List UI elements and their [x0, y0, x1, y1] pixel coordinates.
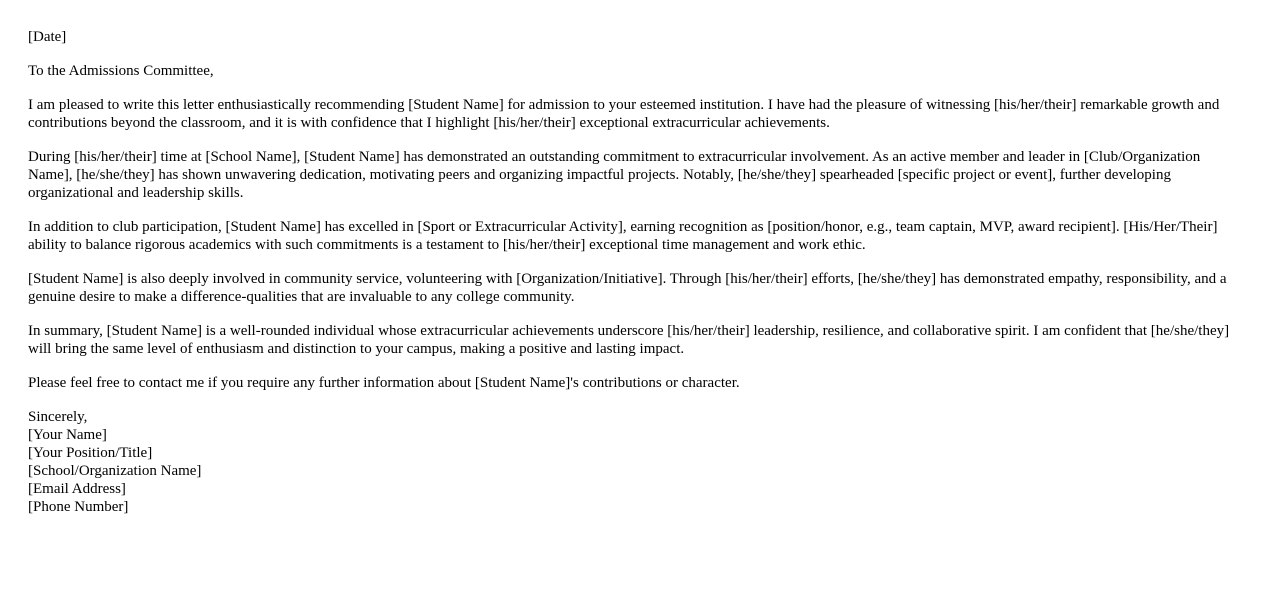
- letter-paragraph-sports: In addition to club participation, [Student Name] has excelled in [Sport or Extracurricular Activity], earning recognition as [position/honor, e.g., team captain, MVP, award recipient]. [His/Her/Their] ability to balance rigorous academics with such commitments is a testament to [his/her/their] exceptional time management and work ethic.: [28, 219, 1218, 253]
- signature-name: [Your Name]: [28, 427, 107, 443]
- letter-paragraph-clubs: During [his/her/their] time at [School Name], [Student Name] has demonstrated an outstanding commitment to extracurricular involvement. As an active member and leader in [Club/Organization Name], [he/she/they] has shown unwavering dedication, motivating peers and organizing impactful projects. Notably, [he/she/they] spearheaded [specific project or event], further developing organizational and leadership skills.: [28, 149, 1201, 201]
- signature-phone: [Phone Number]: [28, 499, 129, 515]
- letter-paragraph-community: [Student Name] is also deeply involved in community service, volunteering with [Organization/Initiative]. Through [his/her/their] efforts, [he/she/they] has demonstrated empathy, responsibility, and a genuine desire to make a difference-qualities that are invaluable to any college community.: [28, 271, 1227, 305]
- signature-organization: [School/Organization Name]: [28, 463, 202, 479]
- letter-paragraph-intro: I am pleased to write this letter enthusiastically recommending [Student Name] for admission to your esteemed institution. I have had the pleasure of witnessing [his/her/their] remarkable growth and contributions beyond the classroom, and it is with confidence that I highlight [his/her/their] exceptional extracurricular achievements.: [28, 97, 1220, 131]
- signature-position: [Your Position/Title]: [28, 445, 153, 461]
- letter-salutation: To the Admissions Committee,: [28, 63, 214, 79]
- recommendation-letter: [28, 28, 1238, 516]
- signature-block: [28, 408, 1238, 516]
- letter-paragraph-contact: Please feel free to contact me if you require any further information about [Student Name]'s contributions or character.: [28, 375, 740, 391]
- signature-email: [Email Address]: [28, 481, 126, 497]
- letter-paragraph-summary: In summary, [Student Name] is a well-rounded individual whose extracurricular achievements underscore [his/her/their] leadership, resilience, and collaborative spirit. I am confident that [he/she/they] will bring the same level of enthusiasm and distinction to your campus, making a positive and lasting impact.: [28, 323, 1230, 357]
- signature-closing: Sincerely,: [28, 409, 88, 425]
- letter-date: [Date]: [28, 29, 67, 45]
